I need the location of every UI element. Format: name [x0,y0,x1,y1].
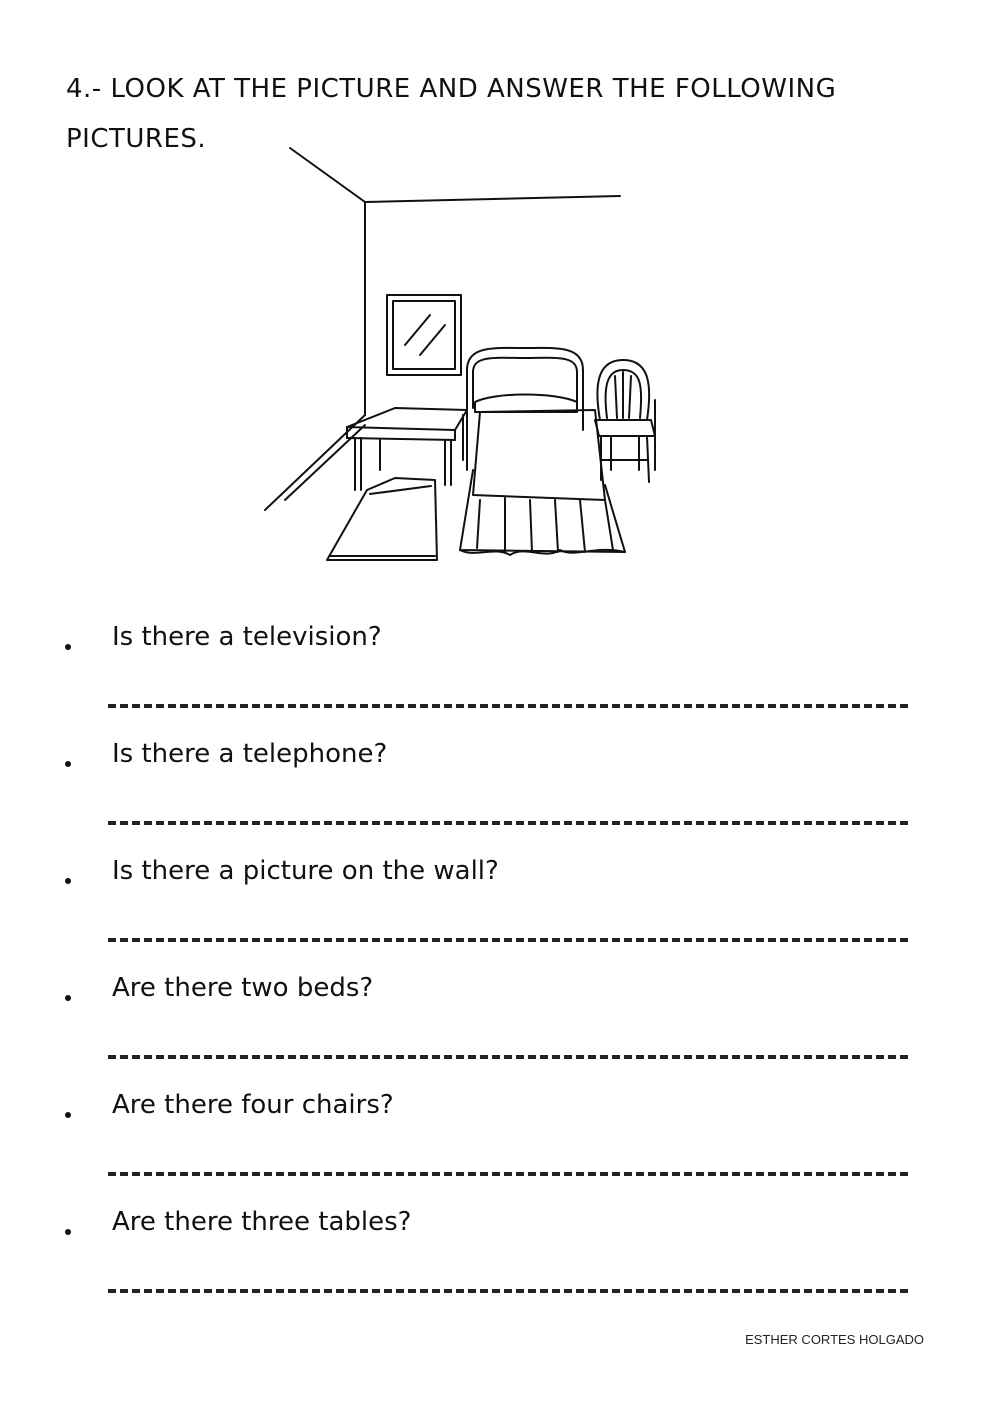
answer-line[interactable] [108,1289,908,1293]
question-text: Are there four chairs? [112,1090,394,1120]
answer-line[interactable] [108,704,908,708]
bullet [63,876,73,886]
question-item [0,620,1000,737]
question-text: Are there three tables? [112,1207,412,1237]
bedroom-illustration [255,140,685,570]
question-item [0,1088,1000,1205]
question-item [0,737,1000,854]
question-text: Are there two beds? [112,973,374,1003]
answer-line[interactable] [108,1055,908,1059]
question-text: Is there a picture on the wall? [112,856,499,886]
author-footer: ESTHER CORTES HOLGADO [745,1332,924,1347]
question-item [0,971,1000,1088]
answer-line[interactable] [108,821,908,825]
bullet [63,993,73,1003]
bullet [63,1227,73,1237]
bullet [63,759,73,769]
answer-line[interactable] [108,938,908,942]
question-text: Is there a telephone? [112,739,388,769]
bullet [63,642,73,652]
question-text: Is there a television? [112,622,382,652]
question-item [0,854,1000,971]
exercise-heading: 4.- LOOK AT THE PICTURE AND ANSWER THE FOLLOWING PICTURES. [66,74,837,154]
bullet [63,1110,73,1120]
question-item [0,1205,1000,1322]
answer-line[interactable] [108,1172,908,1176]
